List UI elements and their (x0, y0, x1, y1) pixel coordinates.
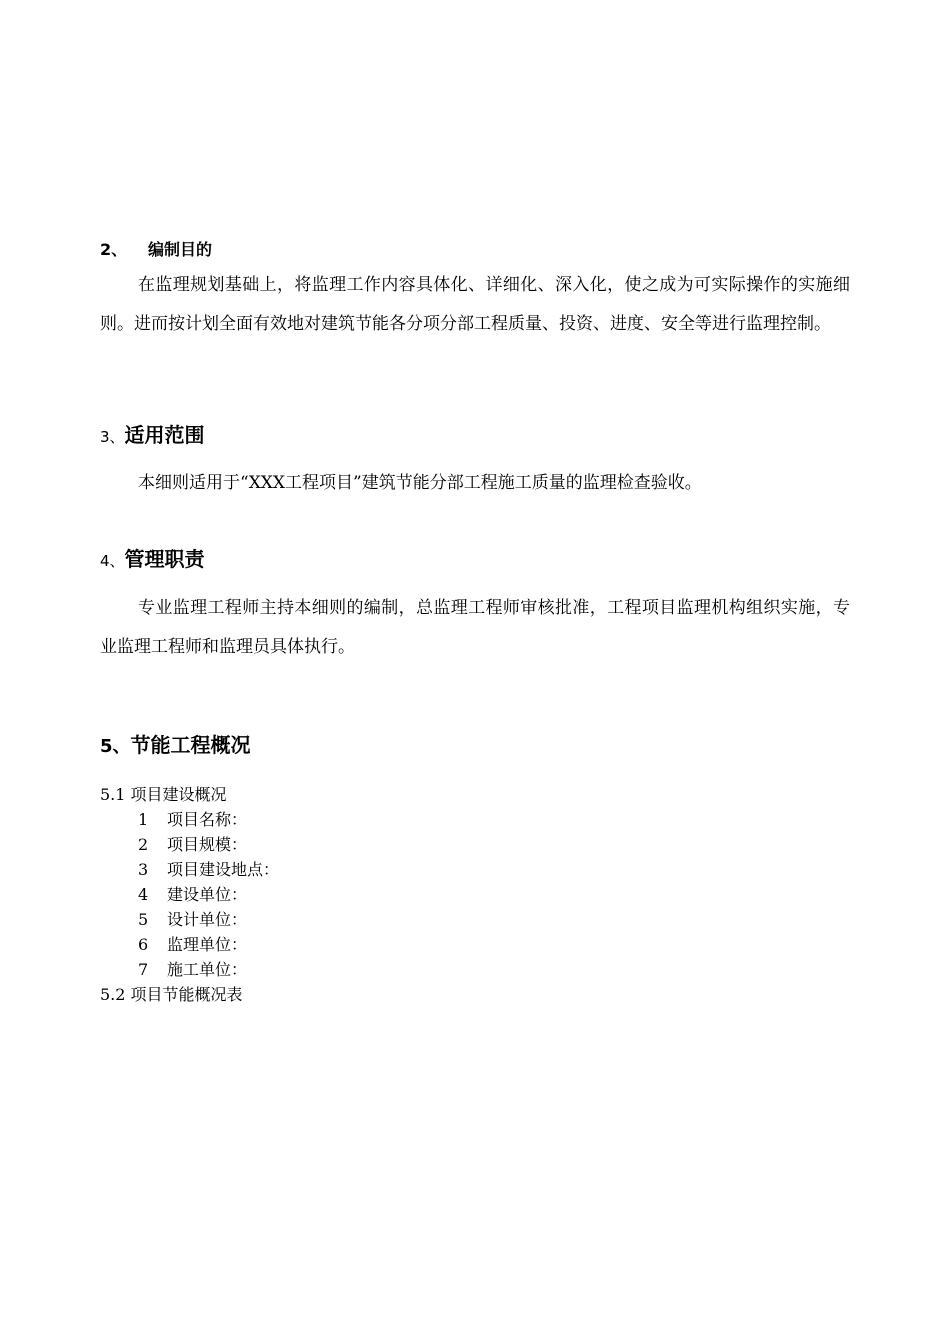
section-2-number: 2、 (100, 240, 128, 259)
list-item-number: 3 (138, 860, 149, 879)
section-4-heading (100, 544, 205, 576)
section-3-number: 3、 (100, 428, 125, 446)
list-item-number: 7 (138, 960, 149, 979)
list-item-label: 项目建设地点： (167, 860, 280, 879)
section-2-title: 编制目的 (148, 240, 213, 259)
list-item-label: 施工单位： (167, 960, 248, 979)
section-4-number: 4、 (100, 552, 125, 570)
list-item (138, 857, 279, 882)
list-item (138, 932, 247, 957)
list-item-label: 项目名称： (167, 810, 248, 829)
list-item (138, 832, 247, 857)
section-2-heading (100, 238, 212, 262)
section-5-number: 5、 (100, 736, 131, 757)
list-item-number: 4 (138, 885, 149, 904)
section-4-title: 管理职责 (124, 547, 205, 571)
section-3-paragraph: 本细则适用于“XXX工程项目”建筑节能分部工程施工质量的监理检查验收。 (138, 473, 702, 493)
list-item (138, 807, 247, 832)
list-item (138, 907, 247, 932)
section-3-title: 适用范围 (124, 423, 205, 447)
list-item-number: 6 (138, 935, 149, 954)
subsection-5-2: 5.2 项目节能概况表 (100, 985, 243, 1004)
list-item-number: 5 (138, 910, 149, 929)
list-item-number: 1 (138, 810, 149, 829)
list-item-number: 2 (138, 835, 149, 854)
list-item-label: 项目规模： (167, 835, 248, 854)
list-item (138, 882, 247, 907)
list-item-label: 设计单位： (167, 910, 248, 929)
list-item-label: 建设单位： (167, 885, 248, 904)
list-item-label: 监理单位： (167, 935, 248, 954)
section-5-title: 节能工程概况 (130, 733, 251, 757)
section-2-paragraph: 在监理规划基础上，将监理工作内容具体化、详细化、深入化，使之成为可实际操作的实施细则。进而按计划全面有效地对建筑节能各分项分部工程质量、投资、进度、安全等进行监理控制。 (100, 275, 850, 334)
section-5-heading (100, 730, 251, 762)
section-4-paragraph: 专业监理工程师主持本细则的编制，总监理工程师审核批准，工程项目监理机构组织实施，专业监理工程师和监理员具体执行。 (100, 598, 850, 657)
subsection-5-1: 5.1 项目建设概况 (100, 785, 227, 804)
list-item (138, 957, 247, 982)
section-3-heading (100, 420, 205, 452)
